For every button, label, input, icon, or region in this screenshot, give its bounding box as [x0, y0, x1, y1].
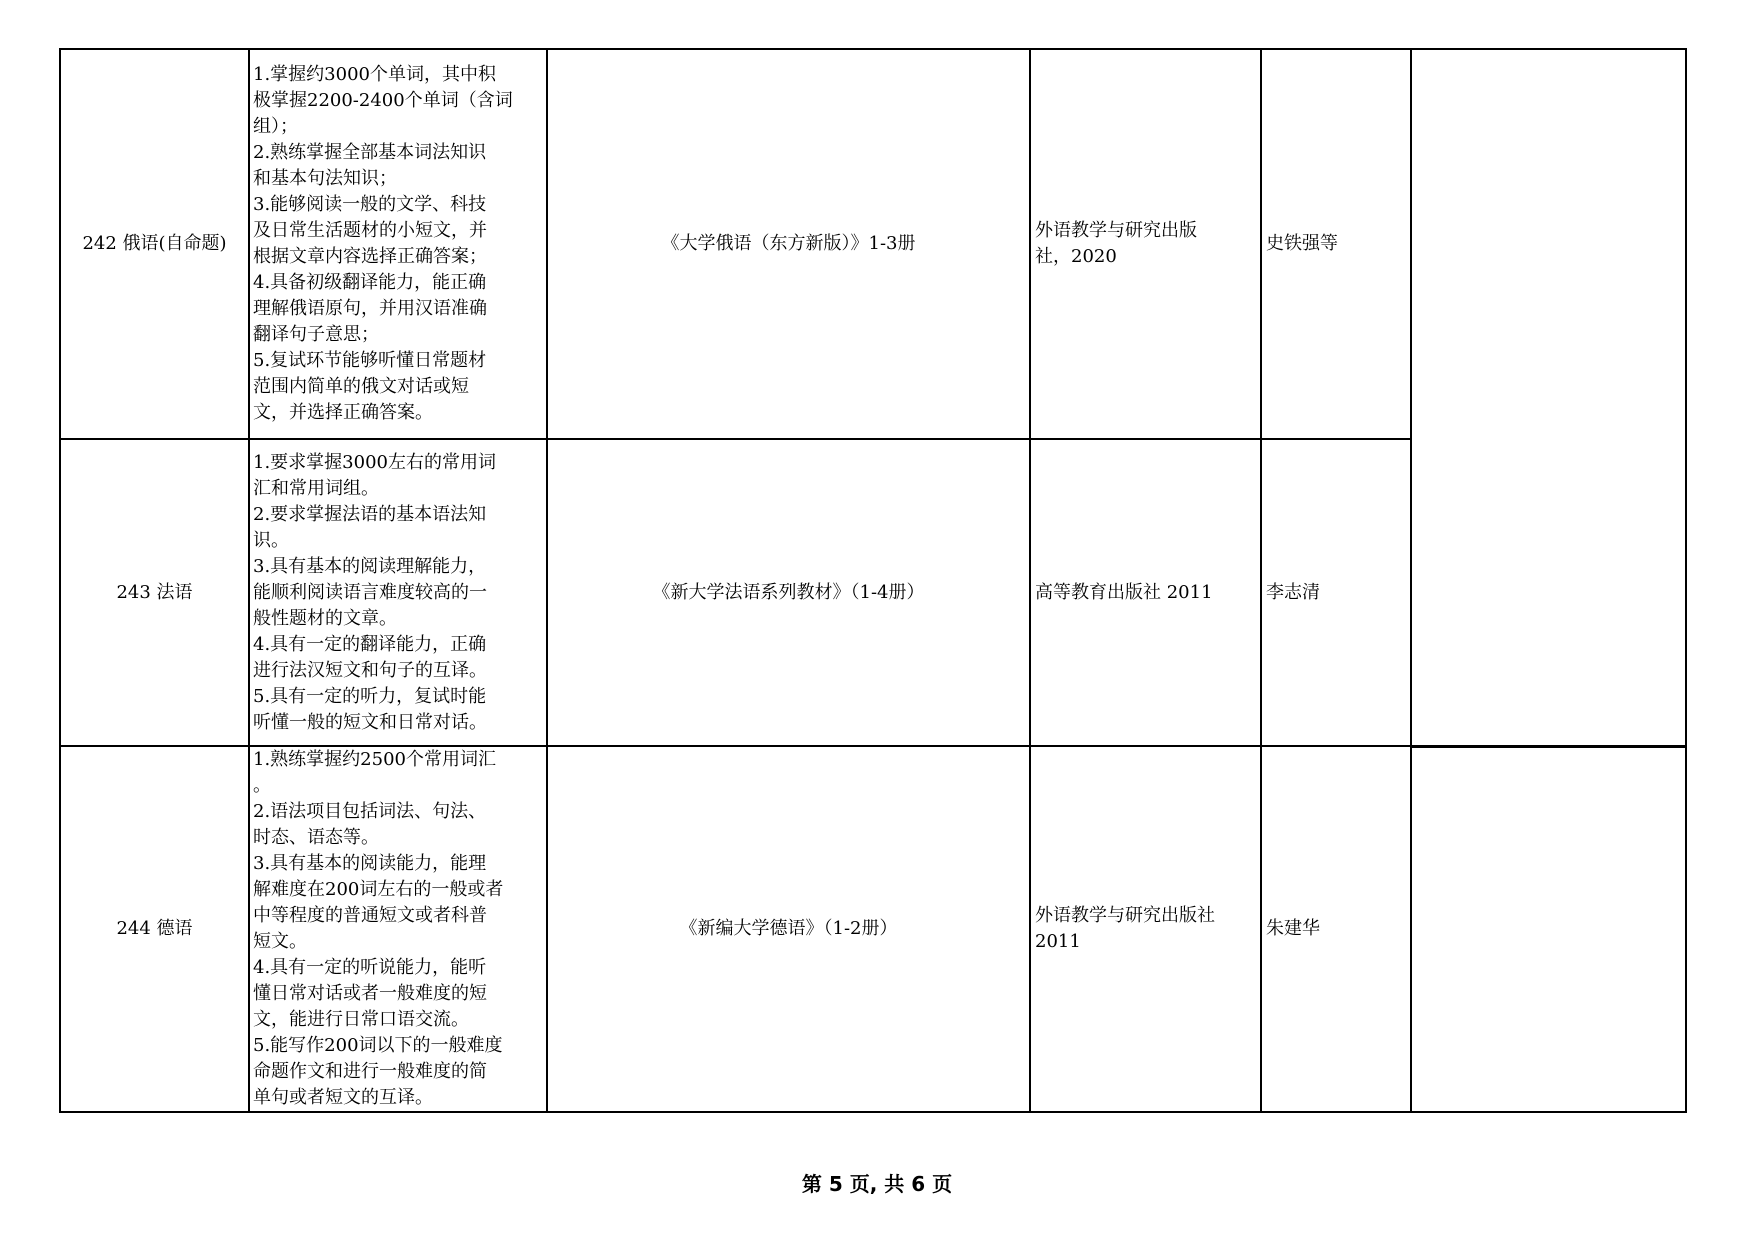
text-line: 3.具有基本的阅读理解能力，	[253, 555, 487, 577]
text-line: 组）；	[253, 116, 298, 137]
table-row	[60, 746, 1686, 1112]
text-line: 2011	[1035, 931, 1081, 952]
text-line: 5.具有一定的听力，复试时能	[253, 685, 487, 707]
text-line: 根据文章内容选择正确答案；	[253, 246, 487, 267]
text-line: 短文。	[253, 931, 307, 952]
requirements-cell	[249, 49, 547, 439]
requirements-cell	[249, 439, 547, 746]
text-line: 。	[253, 775, 271, 796]
publisher-cell	[1030, 49, 1261, 439]
text-line: 范围内简单的俄文对话或短	[253, 376, 469, 397]
text-line: 时态、语态等。	[253, 827, 379, 848]
text-line: 1.熟练掌握约2500个常用词汇	[253, 749, 496, 770]
text-line: 1.要求掌握3000左右的常用词	[253, 451, 496, 473]
text-line: 翻译句子意思；	[253, 324, 379, 345]
textbook-cell: 《大学俄语（东方新版）》1-3册	[547, 49, 1030, 439]
text-line: 社，2020	[1035, 246, 1117, 267]
text-line: 识。	[253, 529, 289, 551]
text-line: 外语教学与研究出版	[1035, 220, 1197, 241]
publisher-cell	[1030, 746, 1261, 1112]
text-line: 2.语法项目包括词法、句法、	[253, 801, 487, 822]
text-line: 2.要求掌握法语的基本语法知	[253, 503, 487, 525]
text-line: 5.复试环节能够听懂日常题材	[253, 350, 487, 371]
text-line: 单句或者短文的互译。	[253, 1087, 433, 1108]
text-line: 及日常生活题材的小短文，并	[253, 220, 487, 241]
text-line: 和基本句法知识；	[253, 168, 397, 189]
publisher-cell	[1030, 439, 1261, 746]
text-line: 进行法汉短文和句子的互译。	[253, 659, 487, 681]
text-line: 听懂一般的短文和日常对话。	[253, 711, 487, 733]
text-line: 5.能写作200词以下的一般难度	[253, 1035, 503, 1056]
text-line: 解难度在200词左右的一般或者	[253, 879, 504, 900]
text-line: 汇和常用词组。	[253, 477, 379, 499]
textbook-cell: 《新编大学德语》（1-2册）	[547, 746, 1030, 1112]
author-cell: 史铁强等	[1261, 49, 1411, 439]
text-line: 2.熟练掌握全部基本词法知识	[253, 142, 487, 163]
text-line: 理解俄语原句，并用汉语准确	[253, 298, 487, 319]
table-row	[60, 49, 1686, 439]
subject-cell: 242 俄语(自命题)	[60, 49, 249, 439]
text-line: 1.掌握约3000个单词，其中积	[253, 64, 496, 85]
subject-cell: 243 法语	[60, 439, 249, 746]
text-line: 懂日常对话或者一般难度的短	[253, 983, 487, 1004]
subject-cell: 244 德语	[60, 746, 249, 1112]
text-line: 4.具备初级翻译能力，能正确	[253, 272, 487, 293]
text-line: 3.能够阅读一般的文学、科技	[253, 194, 487, 215]
requirements-cell	[249, 746, 547, 1112]
remarks-cell	[1411, 49, 1686, 746]
text-line: 能顺利阅读语言难度较高的一	[253, 581, 487, 603]
text-line: 命题作文和进行一般难度的简	[253, 1061, 487, 1082]
text-line: 3.具有基本的阅读能力，能理	[253, 853, 487, 874]
text-line: 极掌握2200-2400个单词（含词	[253, 90, 513, 111]
text-line: 高等教育出版社 2011	[1035, 581, 1213, 603]
text-line: 4.具有一定的翻译能力，正确	[253, 633, 487, 655]
remarks-cell	[1411, 746, 1686, 1112]
text-line: 文，并选择正确答案。	[253, 402, 433, 423]
text-line: 外语教学与研究出版社	[1035, 905, 1215, 926]
text-line: 4.具有一定的听说能力，能听	[253, 957, 487, 978]
text-line: 般性题材的文章。	[253, 607, 397, 629]
author-cell: 李志清	[1261, 439, 1411, 746]
author-cell: 朱建华	[1261, 746, 1411, 1112]
exam-syllabus-table	[59, 48, 1687, 1113]
text-line: 文，能进行日常口语交流。	[253, 1009, 469, 1030]
textbook-cell: 《新大学法语系列教材》（1-4册）	[547, 439, 1030, 746]
page-number: 第 5 页, 共 6 页	[801, 1172, 953, 1196]
text-line: 中等程度的普通短文或者科普	[253, 905, 487, 926]
